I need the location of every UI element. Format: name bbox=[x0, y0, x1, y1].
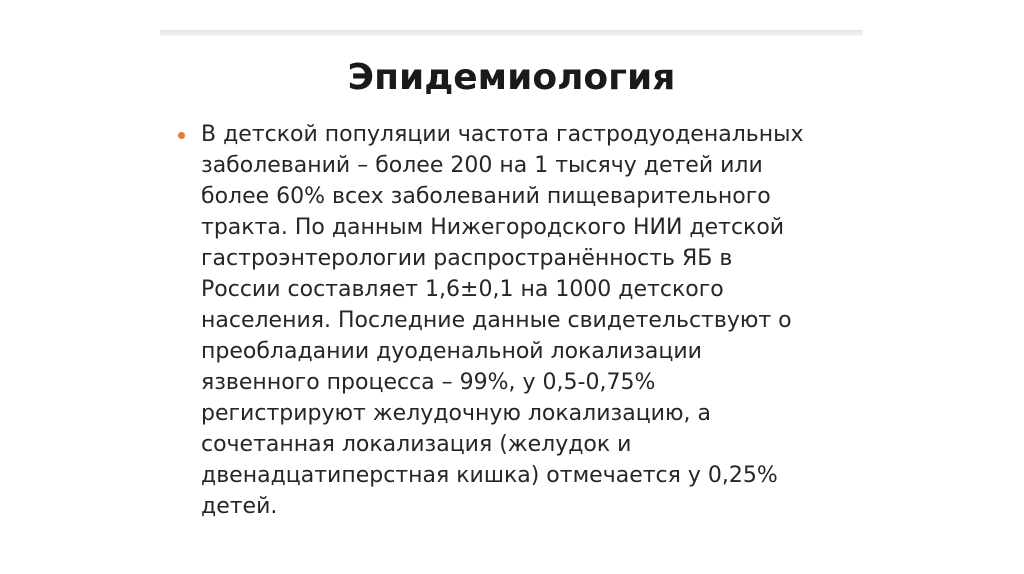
bullet-line: заболеваний – более 200 на 1 тысячу детей или bbox=[201, 153, 763, 178]
bullet-line: язвенного процесса – 99%, у 0,5-0,75% bbox=[201, 370, 656, 395]
bullet-line: регистрируют желудочную локализацию, а bbox=[201, 401, 711, 426]
bullet-dot-icon bbox=[178, 132, 185, 139]
slide-title: Эпидемиология bbox=[347, 57, 676, 98]
bullet-line: В детской популяции частота гастродуоденальных bbox=[201, 122, 804, 147]
bullet-line: двенадцатиперстная кишка) отмечается у 0,25% bbox=[201, 463, 778, 488]
bullet-line: тракта. По данным Нижегородского НИИ детской bbox=[201, 215, 785, 240]
bullet-line: гастроэнтерологии распространённость ЯБ в bbox=[201, 246, 733, 271]
bullet-line: детей. bbox=[201, 494, 278, 519]
bullet-text bbox=[201, 119, 861, 522]
bullet-line: преобладании дуоденальной локализации bbox=[201, 339, 702, 364]
bullet-line: России составляет 1,6±0,1 на 1000 детского bbox=[201, 277, 724, 302]
bullet-line: сочетанная локализация (желудок и bbox=[201, 432, 632, 457]
bullet-line: более 60% всех заболеваний пищеварительного bbox=[201, 184, 771, 209]
slide bbox=[160, 36, 863, 546]
bullet-line: населения. Последние данные свидетельствуют о bbox=[201, 308, 792, 333]
